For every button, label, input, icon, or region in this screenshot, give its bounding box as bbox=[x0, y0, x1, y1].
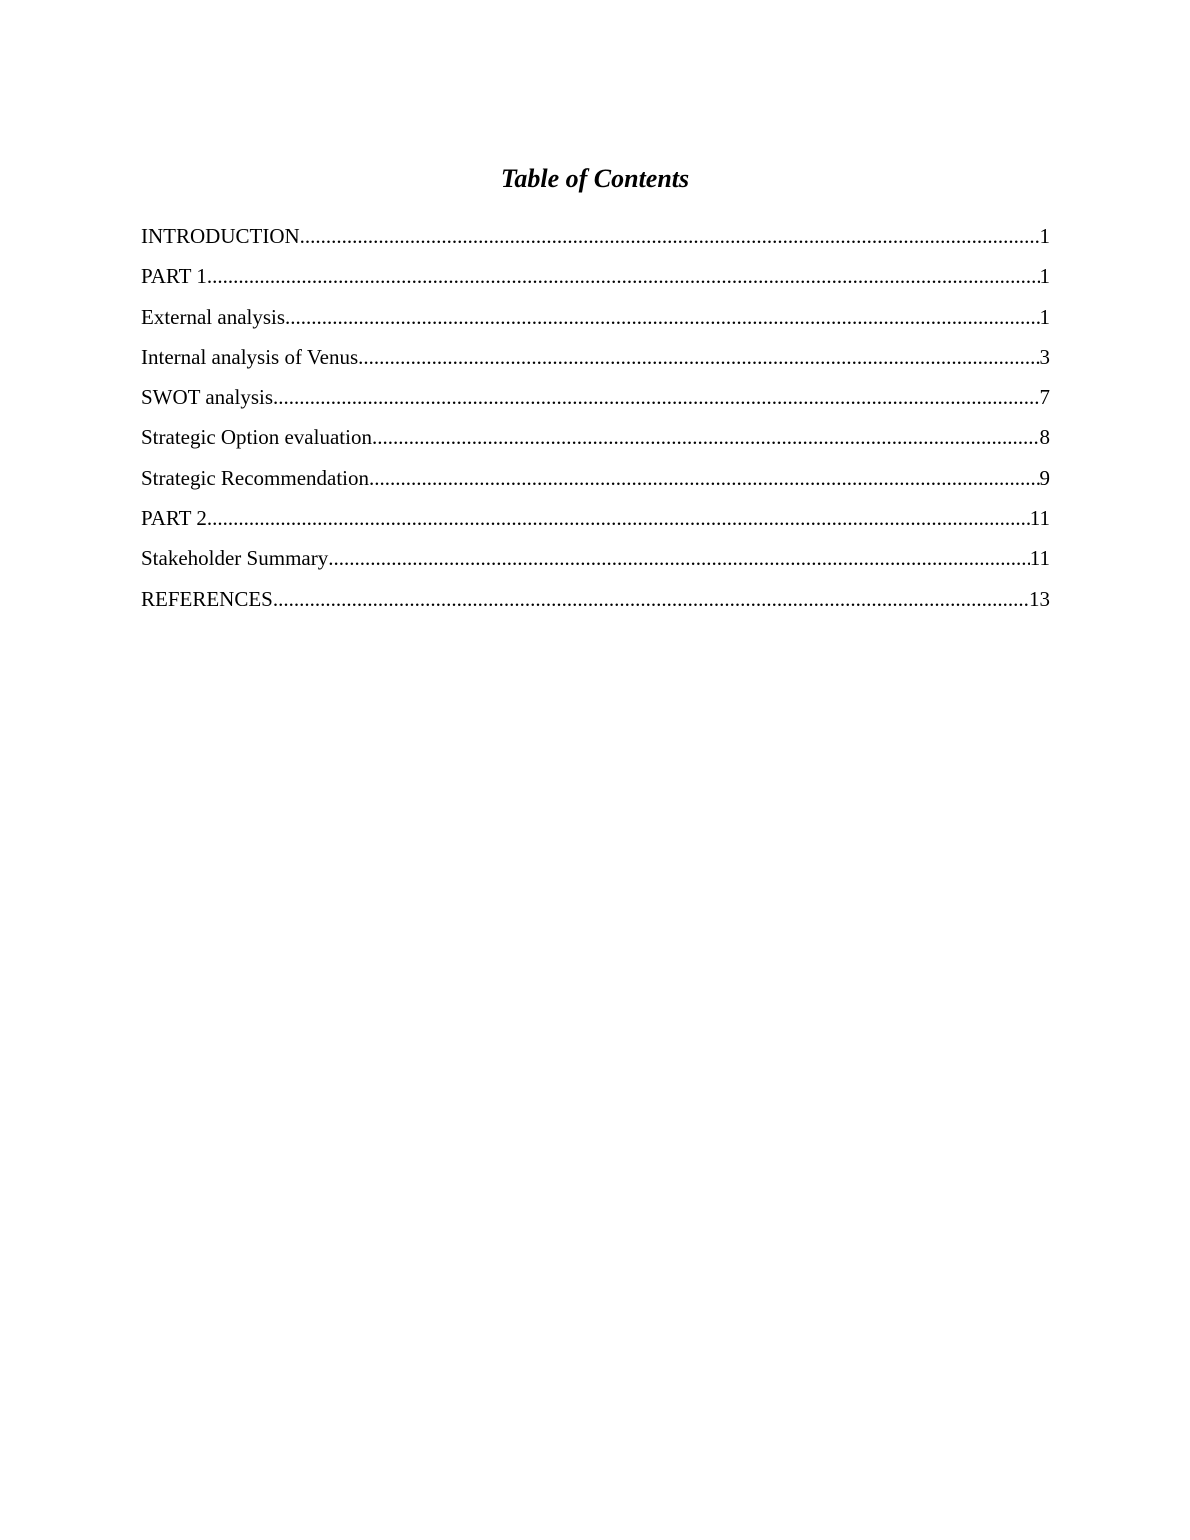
toc-entry-page: 11 bbox=[1029, 546, 1050, 571]
toc-entry-stakeholder-summary[interactable] bbox=[141, 543, 1050, 583]
toc-dot-leader bbox=[372, 422, 1040, 452]
toc-entry-page: 3 bbox=[1039, 344, 1050, 369]
toc-entry-label: Stakeholder Summary bbox=[141, 546, 329, 571]
toc-entry-strategic-option-evaluation[interactable] bbox=[141, 422, 1050, 462]
toc-dot-leader bbox=[285, 302, 1039, 332]
toc-dot-leader bbox=[207, 503, 1030, 533]
toc-entry-page: 7 bbox=[1039, 385, 1050, 410]
toc-entry-part-1[interactable] bbox=[141, 261, 1050, 301]
toc-list bbox=[141, 221, 1050, 624]
toc-dot-leader bbox=[369, 463, 1039, 493]
toc-dot-leader bbox=[300, 221, 1040, 251]
toc-entry-page: 1 bbox=[1039, 264, 1050, 289]
toc-title: Table of Contents bbox=[500, 164, 690, 193]
toc-dot-leader bbox=[358, 342, 1039, 372]
toc-entry-label: PART 2 bbox=[141, 506, 207, 531]
toc-entry-introduction[interactable] bbox=[141, 221, 1050, 261]
toc-entry-label: External analysis bbox=[141, 304, 286, 329]
toc-entry-external-analysis[interactable] bbox=[141, 302, 1050, 342]
toc-entry-page: 8 bbox=[1039, 425, 1050, 450]
toc-dot-leader bbox=[273, 584, 1029, 614]
toc-entry-part-2[interactable] bbox=[141, 503, 1050, 543]
toc-entry-internal-analysis[interactable] bbox=[141, 342, 1050, 382]
toc-entry-strategic-recommendation[interactable] bbox=[141, 463, 1050, 503]
toc-entry-page: 1 bbox=[1039, 304, 1050, 329]
toc-entry-page: 9 bbox=[1039, 465, 1050, 490]
toc-dot-leader bbox=[273, 382, 1039, 412]
toc-entry-page: 1 bbox=[1039, 224, 1050, 248]
toc-entry-label: Strategic Recommendation bbox=[141, 465, 370, 490]
toc-entry-swot-analysis[interactable] bbox=[141, 382, 1050, 422]
toc-entry-references[interactable] bbox=[141, 584, 1050, 624]
toc-entry-page: 11 bbox=[1029, 506, 1050, 531]
toc-entry-label: Strategic Option evaluation bbox=[141, 425, 372, 450]
toc-dot-leader bbox=[207, 261, 1040, 291]
toc-entry-label: PART 1 bbox=[141, 264, 207, 289]
toc-dot-leader bbox=[328, 543, 1030, 573]
toc-entry-page: 13 bbox=[1029, 586, 1050, 611]
toc-entry-label: REFERENCES bbox=[141, 586, 273, 611]
toc-entry-label: Internal analysis of Venus bbox=[141, 344, 359, 369]
toc-entry-label: INTRODUCTION bbox=[141, 224, 300, 248]
toc-entry-label: SWOT analysis bbox=[141, 385, 274, 410]
